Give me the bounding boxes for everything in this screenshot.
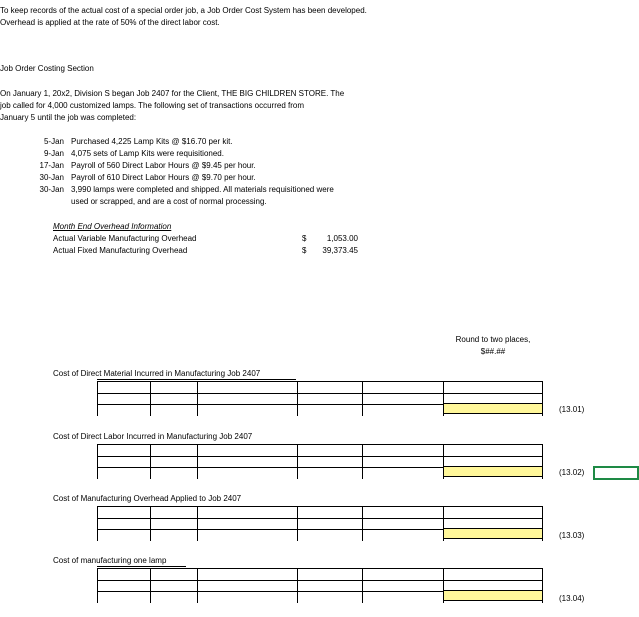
section-title: Job Order Costing Section (0, 64, 94, 73)
transactions-list (32, 137, 452, 209)
label-underline (97, 566, 186, 567)
question-ref: (13.02) (559, 468, 585, 477)
overhead-currency: $ (302, 246, 307, 255)
label-underline (97, 379, 296, 380)
transaction-text: 3,990 lamps were completed and shipped. All materials requisitioned were (71, 185, 334, 194)
transaction-date: 30-Jan (39, 173, 64, 182)
question-label: Cost of Direct Material Incurred in Manufacturing Job 2407 (53, 369, 261, 378)
rounding-note-line-2: $##.## (480, 347, 506, 356)
question-ref: (13.04) (559, 594, 585, 603)
overhead-amount: 39,373.45 (322, 246, 358, 255)
overhead-label: Actual Fixed Manufacturing Overhead (53, 246, 188, 255)
transaction-text: Payroll of 560 Direct Labor Hours @ $9.45 per hour. (71, 161, 256, 170)
answer-input-13-02[interactable] (443, 466, 543, 477)
overhead-amount: 1,053.00 (326, 234, 358, 243)
overhead-currency: $ (302, 234, 307, 243)
transaction-date: 30-Jan (39, 185, 64, 194)
answer-input-13-03[interactable] (443, 528, 543, 539)
transaction-text: Payroll of 610 Direct Labor Hours @ $9.70 per hour. (71, 173, 256, 182)
transaction-date: 17-Jan (39, 161, 64, 170)
scenario-line-2: job called for 4,000 customized lamps. The following set of transactions occurred from (0, 101, 304, 110)
intro-line-1: To keep records of the actual cost of a special order job, a Job Order Cost System has been developed. (0, 6, 367, 15)
rounding-note (443, 335, 543, 359)
scenario-text (0, 89, 344, 125)
question-ref: (13.03) (559, 531, 585, 540)
scenario-line-3: January 5 until the job was completed: (0, 113, 137, 122)
overhead-label: Actual Variable Manufacturing Overhead (53, 234, 197, 243)
selected-cell-outline[interactable] (593, 466, 639, 480)
scenario-line-1: On January 1, 20x2, Division S began Job 2407 for the Client, THE BIG CHILDREN STORE. The (0, 89, 345, 98)
question-label: Cost of manufacturing one lamp (53, 556, 167, 565)
transaction-date: 5-Jan (43, 137, 64, 146)
answer-input-13-01[interactable] (443, 403, 543, 414)
transaction-text: Purchased 4,225 Lamp Kits @ $16.70 per kit. (71, 137, 233, 146)
transaction-date: 9-Jan (43, 149, 64, 158)
question-label: Cost of Manufacturing Overhead Applied to Job 2407 (53, 494, 242, 503)
question-label: Cost of Direct Labor Incurred in Manufacturing Job 2407 (53, 432, 253, 441)
intro-line-2: Overhead is applied at the rate of 50% of the direct labor cost. (0, 18, 220, 27)
transaction-text: 4,075 sets of Lamp Kits were requisitioned. (71, 149, 224, 158)
month-end-heading: Month End Overhead Information (53, 222, 172, 231)
rounding-note-line-1: Round to two places, (455, 335, 531, 344)
intro-text (0, 6, 367, 30)
answer-input-13-04[interactable] (443, 590, 543, 601)
question-ref: (13.01) (559, 405, 585, 414)
transaction-text: used or scrapped, and are a cost of normal processing. (71, 197, 267, 206)
